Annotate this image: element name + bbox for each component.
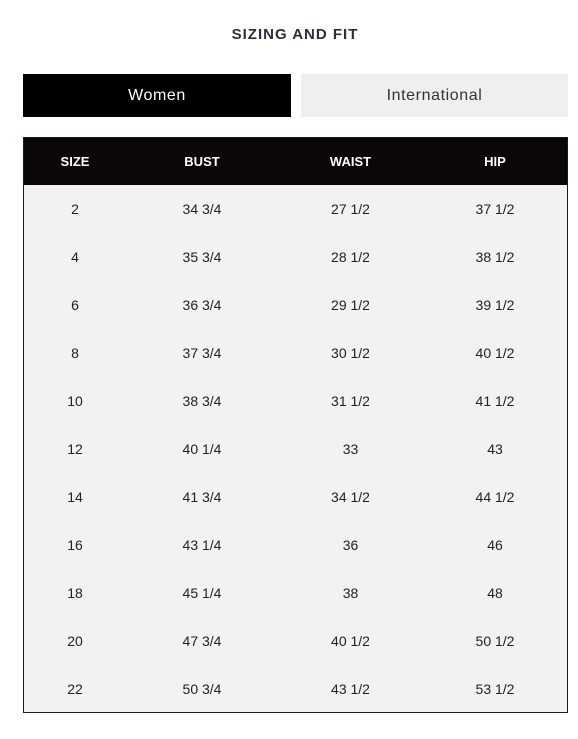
table-row xyxy=(24,617,567,665)
cell-bust: 38 3/4 xyxy=(182,393,222,409)
cell-size: 16 xyxy=(67,537,83,553)
cell-waist: 28 1/2 xyxy=(331,249,370,265)
table-row xyxy=(24,425,567,473)
table-row xyxy=(24,665,567,713)
table-row xyxy=(24,377,567,425)
column-header-waist: WAIST xyxy=(329,154,372,169)
cell-hip: 44 1/2 xyxy=(475,489,515,505)
size-chart-table xyxy=(23,137,568,713)
cell-bust: 37 3/4 xyxy=(182,345,222,361)
cell-bust: 47 3/4 xyxy=(182,633,222,649)
tab-women[interactable]: Women xyxy=(23,74,291,117)
cell-size: 8 xyxy=(71,345,79,361)
cell-waist: 27 1/2 xyxy=(331,201,370,217)
cell-waist: 38 xyxy=(342,585,359,601)
size-table xyxy=(24,138,567,713)
cell-bust: 36 3/4 xyxy=(182,297,222,313)
cell-waist: 43 1/2 xyxy=(331,681,370,697)
table-row xyxy=(24,473,567,521)
cell-waist: 40 1/2 xyxy=(331,633,370,649)
cell-bust: 43 1/4 xyxy=(182,537,222,553)
table-row xyxy=(24,569,567,617)
cell-size: 2 xyxy=(71,201,79,217)
cell-bust: 40 1/4 xyxy=(182,441,222,457)
cell-hip: 50 1/2 xyxy=(475,633,515,649)
cell-size: 22 xyxy=(67,681,83,697)
cell-size: 4 xyxy=(71,249,79,265)
cell-hip: 48 xyxy=(487,585,503,601)
cell-hip: 41 1/2 xyxy=(475,393,515,409)
cell-hip: 43 xyxy=(487,441,503,457)
cell-size: 6 xyxy=(71,297,79,313)
cell-hip: 53 1/2 xyxy=(475,681,515,697)
cell-bust: 45 1/4 xyxy=(182,585,222,601)
table-row xyxy=(24,281,567,329)
column-header-size: SIZE xyxy=(60,154,90,169)
cell-waist: 36 xyxy=(342,537,359,553)
cell-waist: 34 1/2 xyxy=(331,489,370,505)
cell-size: 20 xyxy=(67,633,83,649)
cell-waist: 30 1/2 xyxy=(331,345,370,361)
tab-bar xyxy=(23,74,568,117)
cell-hip: 38 1/2 xyxy=(475,249,515,265)
table-row xyxy=(24,521,567,569)
table-row xyxy=(24,329,567,377)
cell-bust: 41 3/4 xyxy=(182,489,222,505)
cell-size: 10 xyxy=(67,393,83,409)
cell-waist: 31 1/2 xyxy=(331,393,370,409)
cell-size: 14 xyxy=(67,489,83,505)
table-row xyxy=(24,185,567,233)
cell-bust: 35 3/4 xyxy=(182,249,222,265)
cell-waist: 29 1/2 xyxy=(331,297,370,313)
cell-hip: 46 xyxy=(487,537,503,553)
cell-hip: 37 1/2 xyxy=(475,201,515,217)
cell-bust: 50 3/4 xyxy=(182,681,222,697)
table-row xyxy=(24,233,567,281)
cell-size: 18 xyxy=(67,585,83,601)
cell-size: 12 xyxy=(67,441,83,457)
table-header-row xyxy=(24,138,567,185)
cell-bust: 34 3/4 xyxy=(182,201,222,217)
tab-international[interactable]: International xyxy=(301,74,568,117)
cell-hip: 40 1/2 xyxy=(475,345,515,361)
cell-waist: 33 xyxy=(342,441,359,457)
column-header-hip: HIP xyxy=(484,154,506,169)
page-title: SIZING AND FIT xyxy=(231,26,359,43)
column-header-bust: BUST xyxy=(184,154,220,169)
cell-hip: 39 1/2 xyxy=(475,297,515,313)
